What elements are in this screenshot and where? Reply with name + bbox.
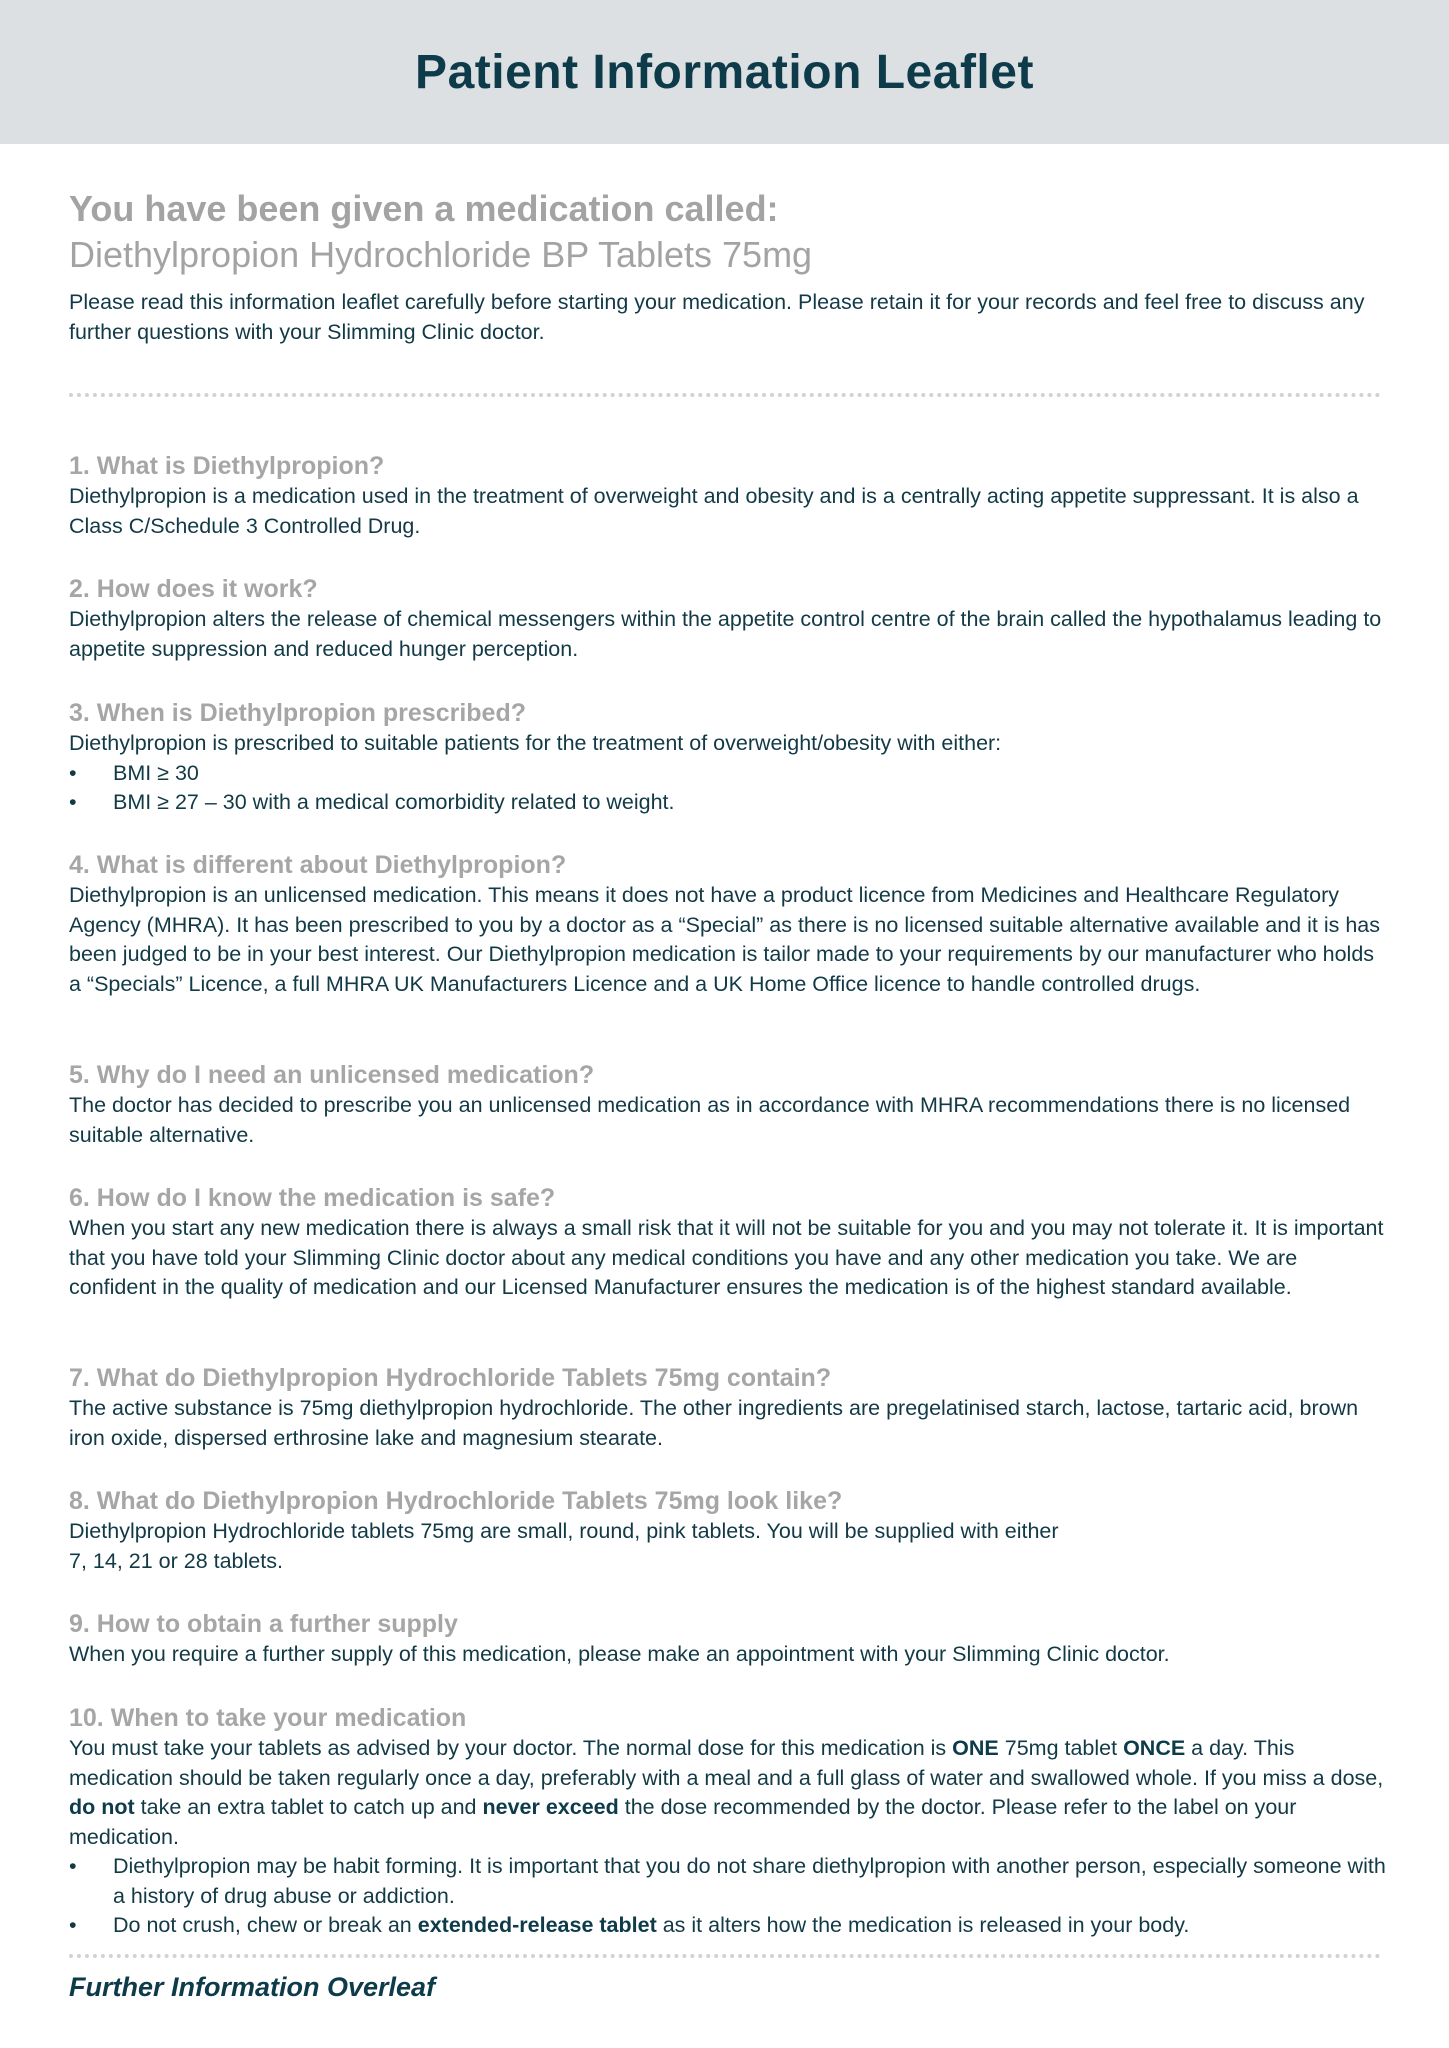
section-10 <box>69 1702 1389 1941</box>
emphasis: ONE <box>952 1736 999 1760</box>
section-title: 7. What do Diethylpropion Hydrochloride Tablets 75mg contain? <box>69 1364 832 1392</box>
medication-name: Diethylpropion Hydrochloride BP Tablets 75mg <box>69 234 813 275</box>
text-run: as it alters how the medication is released in your body. <box>656 1913 1190 1937</box>
intro-text: Please read this information leaflet carefully before starting your medication. Please retain it for your records and feel free to discuss any further questions with your Slimming Clinic doctor. <box>69 290 1365 344</box>
list-item <box>113 1911 1389 1941</box>
text-run: take an extra tablet to catch up and <box>134 1795 483 1819</box>
section-text: Diethylpropion is an unlicensed medication. This means it does not have a product licence from Medicines and Healthcare Regulatory Agency (MHRA). It has been prescribed to you by a doctor as a “Special” as there is no licensed suitable alternative available and it is has been judged to be in your best interest. Our Diethylpropion medication is tailor made to your requirements by our manufacturer who holds a “Specials” Licence, a full MHRA UK Manufacturers Licence and a UK Home Office licence to handle controlled drugs. <box>69 883 1380 996</box>
list-item: • BMI ≥ 30 <box>113 759 1389 789</box>
section-text: When you start any new medication there is always a small risk that it will not be suitable for you and you may not tolerate it. It is important that you have told your Slimming Clinic doctor about any medical conditions you have and any other medication you take. We are confident in the quality of medication and our Licensed Manufacturer ensures the medication is of the highest standard available. <box>69 1216 1384 1299</box>
text-run: Do not crush, chew or break an <box>113 1913 418 1937</box>
text-run: the dose recommended by the doctor. Please refer to the label on your medication. <box>69 1795 1297 1849</box>
section-title: 4. What is different about Diethylpropion? <box>69 851 567 879</box>
section-5 <box>69 1059 1389 1150</box>
section-2 <box>69 573 1389 664</box>
header-banner <box>0 0 1449 144</box>
section-8 <box>69 1485 1389 1576</box>
bmi-list <box>69 759 1389 818</box>
text-run: a day. This medication should be taken regularly once a day, preferably with a meal and a full glass of water and swallowed whole. If you miss a dose, <box>69 1736 1384 1790</box>
section-text <box>69 1734 1389 1852</box>
section-text-2: 7, 14, 21 or 28 tablets. <box>69 1548 283 1573</box>
section-title: 10. When to take your medication <box>69 1704 467 1732</box>
section-text: Diethylpropion is a medication used in the treatment of overweight and obesity and is a centrally acting appetite suppressant. It is also a Class C/Schedule 3 Controlled Drug. <box>69 484 1359 538</box>
section-text: The active substance is 75mg diethylpropion hydrochloride. The other ingredients are pregelatinised starch, lactose, tartaric acid, brown iron oxide, dispersed erthrosine lake and magnesium stearate. <box>69 1396 1359 1450</box>
section-title: 1. What is Diethylpropion? <box>69 452 385 480</box>
dotted-divider <box>69 393 1381 397</box>
section-9 <box>69 1608 1389 1670</box>
section-title: 6. How do I know the medication is safe? <box>69 1184 556 1212</box>
footer-note: Further Information Overleaf <box>69 1972 436 2002</box>
page-title: Patient Information Leaflet <box>415 45 1034 99</box>
emphasis: do not <box>69 1795 135 1819</box>
section-6 <box>69 1182 1389 1303</box>
list-item: • BMI ≥ 27 – 30 with a medical comorbidity related to weight. <box>113 788 1389 818</box>
emphasis: extended-release tablet <box>417 1913 657 1937</box>
section-7 <box>69 1362 1389 1453</box>
section-text: The doctor has decided to prescribe you an unlicensed medication as in accordance with MHRA recommendations there is no licensed suitable alternative. <box>69 1093 1351 1147</box>
section-title: 9. How to obtain a further supply <box>69 1610 458 1638</box>
emphasis: never exceed <box>482 1795 619 1819</box>
warnings-list <box>69 1852 1389 1941</box>
emphasis: ONCE <box>1123 1736 1186 1760</box>
section-text: Diethylpropion alters the release of chemical messengers within the appetite control centre of the brain called the hypothalamus leading to appetite suppression and reduced hunger perception. <box>69 607 1382 661</box>
text-run: You must take your tablets as advised by your doctor. The normal dose for this medication is <box>69 1736 953 1760</box>
section-text: When you require a further supply of this medication, please make an appointment with your Slimming Clinic doctor. <box>69 1642 1170 1666</box>
section-4 <box>69 849 1389 999</box>
section-title: 8. What do Diethylpropion Hydrochloride Tablets 75mg look like? <box>69 1487 843 1515</box>
text-run: 75mg tablet <box>998 1736 1124 1760</box>
intro-heading: You have been given a medication called: <box>69 188 779 229</box>
section-title: 2. How does it work? <box>69 575 318 603</box>
section-1 <box>69 450 1389 541</box>
section-3 <box>69 697 1389 818</box>
section-title: 5. Why do I need an unlicensed medication? <box>69 1061 595 1089</box>
section-title: 3. When is Diethylpropion prescribed? <box>69 699 527 727</box>
section-text: Diethylpropion is prescribed to suitable patients for the treatment of overweight/obesity with either: <box>69 731 1002 755</box>
intro <box>69 186 1389 347</box>
dotted-divider <box>69 1954 1381 1958</box>
list-item: • Diethylpropion may be habit forming. It is important that you do not share diethylpropion with another person, especially someone with a history of drug abuse or addiction. <box>113 1852 1389 1911</box>
section-text: Diethylpropion Hydrochloride tablets 75mg are small, round, pink tablets. You will be supplied with either <box>69 1519 1059 1543</box>
